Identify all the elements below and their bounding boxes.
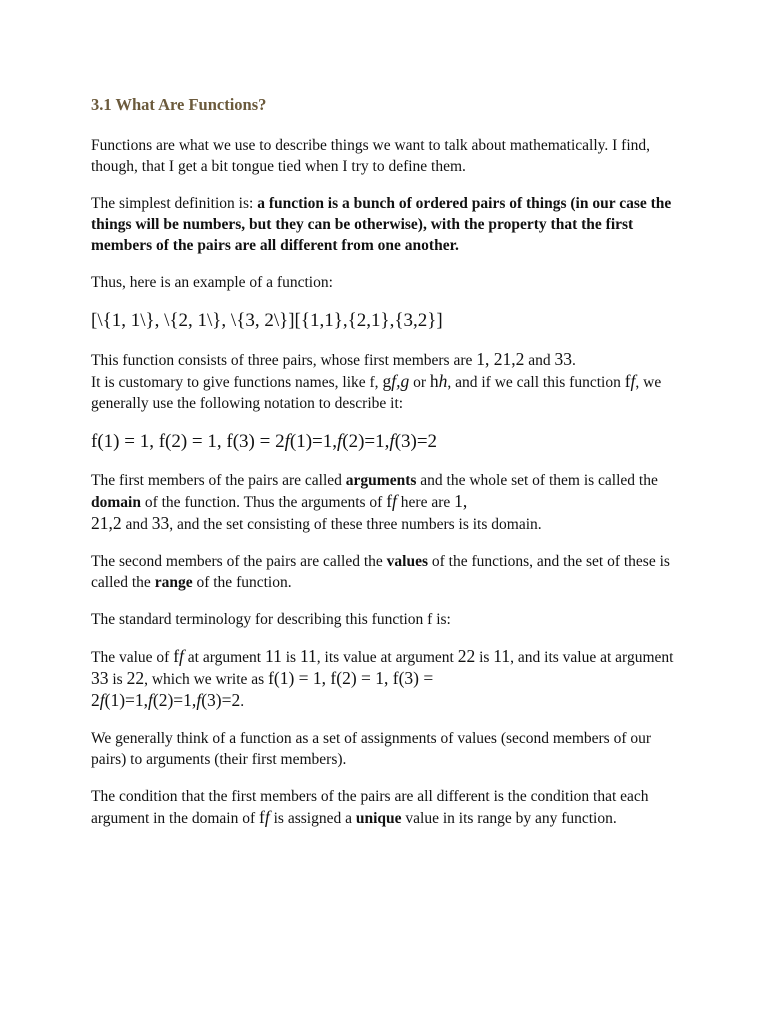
text: The condition that the first members of the pairs are all different is the condition that each argument in the domain of: [91, 788, 649, 827]
text: The first members of the pairs are called: [91, 472, 346, 489]
math: h: [429, 371, 439, 391]
math: 33: [554, 349, 573, 369]
text: at argument: [183, 649, 265, 666]
paragraph-arguments: [91, 470, 686, 535]
text: or: [409, 374, 430, 391]
math: 11: [264, 646, 282, 666]
text: This function consists of three pairs, whose first members are: [91, 352, 477, 369]
math: f: [624, 371, 631, 391]
math: (2)=1,: [152, 690, 197, 710]
text: .: [240, 693, 245, 710]
text: of the function.: [192, 574, 292, 591]
paragraph-value-statement: [91, 646, 686, 712]
math: g: [382, 371, 392, 391]
math: (1)=1,: [104, 690, 149, 710]
term-domain: domain: [91, 494, 141, 511]
math-italic: h: [438, 371, 448, 391]
math: 33: [91, 668, 109, 688]
math-italic: f: [389, 431, 395, 452]
paragraph-assignments: We generally think of a function as a set of assignments of values (second members of our pairs) to arguments (their first members).: [91, 730, 652, 768]
math-italic: f: [391, 371, 397, 391]
paragraph-values: [91, 551, 686, 593]
math: f: [259, 807, 265, 827]
math: f: [173, 646, 180, 666]
math-italic: f: [337, 431, 343, 452]
math: f: [386, 491, 393, 511]
math: 2: [91, 690, 100, 710]
math-italic: f: [284, 431, 290, 452]
formula-notation: [91, 430, 686, 454]
math: 21,2: [91, 513, 122, 533]
text: , and its value at argument: [510, 649, 674, 666]
text: is: [281, 649, 300, 666]
text: of the function. Thus the arguments of: [140, 494, 387, 511]
term-unique: unique: [355, 810, 402, 827]
paragraph-definition: [91, 193, 686, 256]
text: The value of: [91, 649, 174, 666]
text: and: [121, 516, 152, 533]
text: here are: [396, 494, 455, 511]
text: The second members of the pairs are called the: [91, 553, 387, 570]
math-italic: ,g: [396, 371, 410, 391]
math: f(1) = 1, f(2) = 1, f(3) =: [268, 668, 434, 688]
math: 1,: [454, 491, 468, 511]
term-range: range: [154, 574, 193, 591]
text: , which we write as: [144, 671, 269, 688]
text: value in its range by any function.: [401, 810, 617, 827]
document-page: [91, 95, 686, 845]
math-italic: f: [148, 690, 153, 710]
text: and the whole set of them is called the: [416, 472, 658, 489]
term-values: values: [386, 553, 429, 570]
math: (1)=1,: [289, 431, 337, 452]
text: .: [572, 352, 576, 369]
math: 1, 21,2: [476, 349, 525, 369]
math: 11: [299, 646, 317, 666]
paragraph-terminology: The standard terminology for describing this function f is:: [91, 611, 451, 628]
text: , and if we call this function: [447, 374, 625, 391]
paragraph-intro: Functions are what we use to describe things we want to talk about mathematically. I find, though, that I get a bit tongue tied when I try to define them.: [91, 137, 650, 175]
math: 11: [493, 646, 511, 666]
text: is: [108, 671, 127, 688]
math: 33: [151, 513, 170, 533]
math: f(1) = 1, f(2) = 1, f(3) = 2: [91, 431, 285, 452]
paragraph-condition: [91, 786, 686, 829]
definition-bold: a function is a bunch of ordered pairs of things (in our case the things will be numbers, but they can be otherwise), with the property that the first members of the pairs are all different from one another.: [91, 195, 672, 254]
math: (3)=2: [394, 431, 438, 452]
text: , we generally use the following notation to describe it:: [91, 374, 662, 412]
math: 22: [126, 668, 145, 688]
math-italic: f: [196, 690, 202, 710]
paragraph-pairs: [91, 349, 686, 414]
math-italic: f: [264, 807, 270, 827]
math-italic: f: [392, 491, 397, 511]
text: is: [475, 649, 494, 666]
math-italic: f: [99, 690, 105, 710]
formula-pairs: [\{1, 1\}, \{2, 1\}, \{3, 2\}][{1,1},{2,1},{3,2}]: [91, 310, 443, 331]
math: (2)=1,: [342, 431, 390, 452]
text: It is customary to give functions names, like f,: [91, 374, 383, 391]
text: of the functions, and the set of these is called the: [91, 553, 670, 591]
math: (3)=2: [201, 690, 241, 710]
definition-lead: The simplest definition is:: [91, 195, 258, 212]
text: and: [524, 352, 555, 369]
paragraph-example-intro: Thus, here is an example of a function:: [91, 274, 333, 291]
text: , and the set consisting of these three numbers is its domain.: [169, 516, 542, 533]
text: , its value at argument: [316, 649, 458, 666]
text: is assigned a: [269, 810, 356, 827]
math-italic: f: [630, 371, 636, 391]
math-italic: f: [179, 646, 184, 666]
math: 22: [457, 646, 476, 666]
term-arguments: arguments: [345, 472, 417, 489]
section-heading: 3.1 What Are Functions?: [91, 95, 267, 114]
